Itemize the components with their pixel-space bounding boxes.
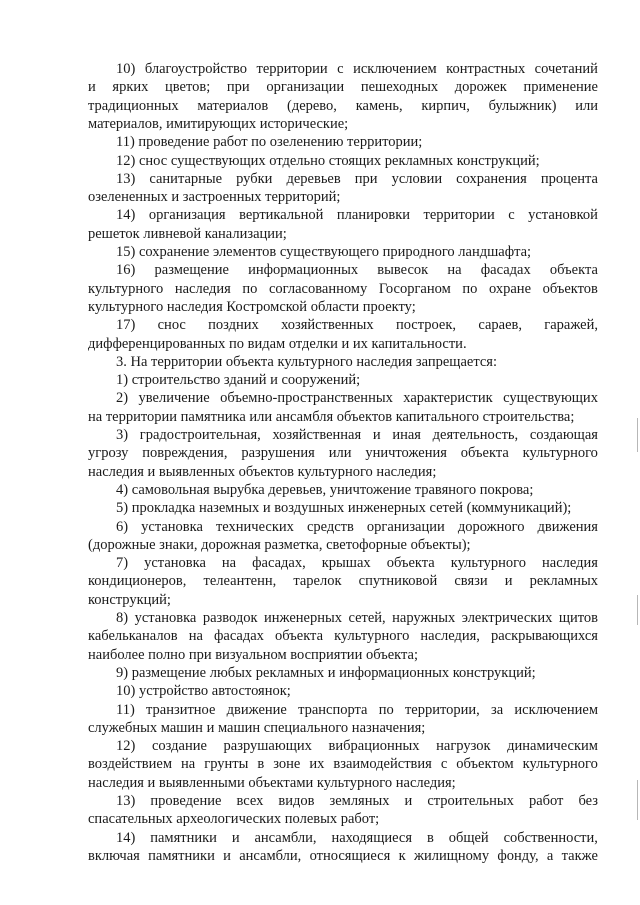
- scan-edge-mark: [637, 595, 638, 625]
- scan-edge-mark: [637, 418, 638, 452]
- text-line: 2) увеличение объемно-пространственных характеристик существующих: [116, 390, 598, 406]
- text-line: наиболее полно при визуальном восприятии объекта;: [88, 647, 418, 663]
- text-line: 17) снос поздних хозяйственных построек, сараев, гаражей,: [116, 317, 598, 333]
- text-line: кондиционеров, телеантенн, тарелок спутниковой связи и рекламных: [88, 573, 598, 589]
- text-line: воздействием на грунты в зоне их взаимодействия с объектом культурного: [88, 756, 598, 772]
- text-line: 14) организация вертикальной планировки территории с установкой: [116, 207, 598, 223]
- text-line: 15) сохранение элементов существующего природного ландшафта;: [116, 244, 532, 260]
- text-line: 11) проведение работ по озеленению территории;: [116, 134, 423, 150]
- text-line: 4) самовольная вырубка деревьев, уничтожение травяного покрова;: [116, 482, 534, 498]
- text-line: 5) прокладка наземных и воздушных инженерных сетей (коммуникаций);: [116, 500, 572, 516]
- text-line: 3. На территории объекта культурного наследия запрещается:: [116, 354, 497, 370]
- text-line: 12) снос существующих отдельно стоящих рекламных конструкций;: [116, 153, 540, 169]
- text-line: спасательных археологических полевых работ;: [88, 811, 380, 827]
- text-line: наследия и выявленных объектов культурного наследия;: [88, 464, 437, 480]
- text-line: и ярких цветов; при организации пешеходных дорожек применение: [88, 79, 598, 95]
- text-line: 1) строительство зданий и сооружений;: [116, 372, 361, 388]
- text-line: 7) установка на фасадах, крышах объекта культурного наследия: [116, 555, 598, 571]
- text-line: озелененных и застроенных территорий;: [88, 189, 341, 205]
- text-line: материалов, имитирующих исторические;: [88, 116, 349, 132]
- text-line: 10) благоустройство территории с исключением контрастных сочетаний: [116, 61, 598, 77]
- text-line: 11) транзитное движение транспорта по территории, за исключением: [116, 702, 598, 718]
- scan-edge-mark: [637, 780, 638, 820]
- text-line: 6) установка технических средств организации дорожного движения: [116, 519, 598, 535]
- text-line: включая памятники и ансамбли, относящиеся к жилищному фонду, а также: [88, 848, 598, 864]
- text-line: 9) размещение любых рекламных и информационных конструкций;: [116, 665, 536, 681]
- text-line: дифференцированных по видам отделки и их капитальности.: [88, 336, 467, 352]
- text-line: традиционных материалов (дерево, камень, кирпич, булыжник) или: [88, 98, 598, 114]
- text-line: 8) установка разводок инженерных сетей, наружных электрических щитов: [116, 610, 598, 626]
- text-line: 14) памятники и ансамбли, находящиеся в общей собственности,: [116, 830, 598, 846]
- text-line: угрозу повреждения, разрушения или уничтожения объекта культурного: [88, 445, 598, 461]
- text-line: 16) размещение информационных вывесок на фасадах объекта: [116, 262, 598, 278]
- text-line: (дорожные знаки, дорожная разметка, светофорные объекты);: [88, 537, 471, 553]
- text-line: кабельканалов на фасадах объекта культурного наследия, раскрывающихся: [88, 628, 598, 644]
- text-line: 12) создание разрушающих вибрационных нагрузок динамическим: [116, 738, 598, 754]
- text-line: 13) санитарные рубки деревьев при условии сохранения процента: [116, 171, 598, 187]
- text-line: конструкций;: [88, 592, 171, 608]
- text-line: на территории памятника или ансамбля объектов капитального строительства;: [88, 409, 575, 425]
- text-line: культурного наследия Костромской области проекту;: [88, 299, 416, 315]
- text-line: наследия и выявленными объектами культурного наследия;: [88, 775, 456, 791]
- text-line: служебных машин и машин специального назначения;: [88, 720, 426, 736]
- text-line: 3) градостроительная, хозяйственная и иная деятельность, создающая: [116, 427, 598, 443]
- text-line: решеток ливневой канализации;: [88, 226, 287, 242]
- text-line: 13) проведение всех видов земляных и строительных работ без: [116, 793, 598, 809]
- text-line: культурного наследия по согласованному Госорганом по охране объектов: [88, 281, 598, 297]
- text-line: 10) устройство автостоянок;: [116, 683, 291, 699]
